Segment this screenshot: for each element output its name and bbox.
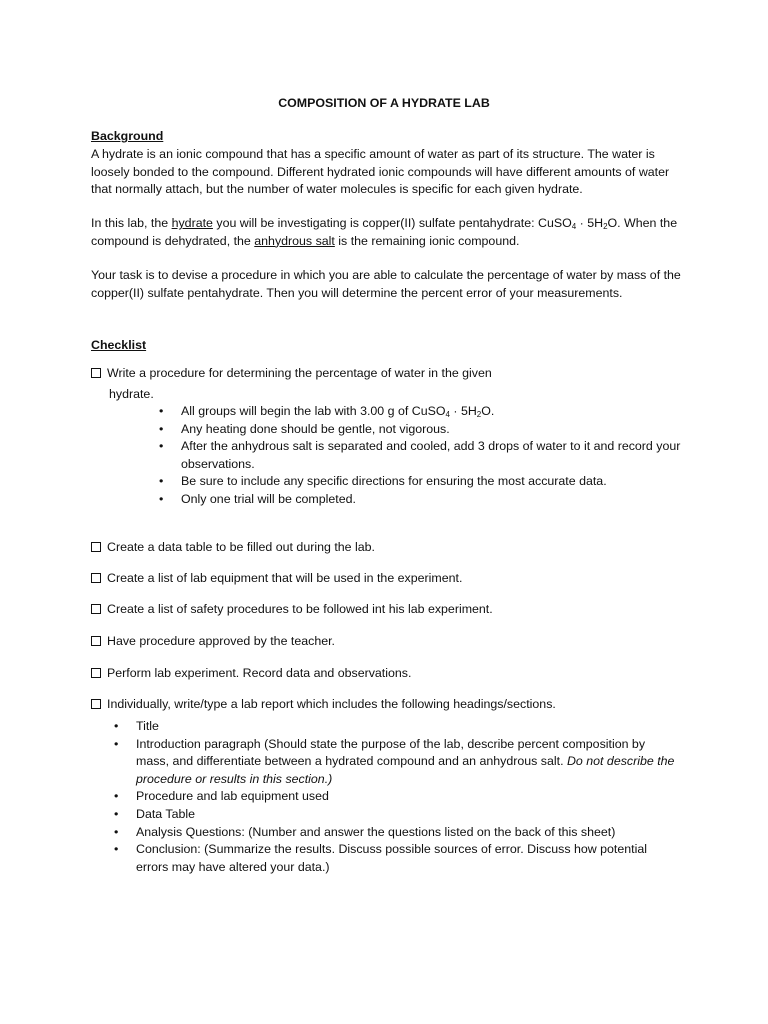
checkbox-icon[interactable]	[91, 699, 101, 709]
list-item: • Any heating done should be gentle, not vigorous.	[181, 421, 681, 439]
procedure-requirements-list	[181, 403, 681, 509]
subscript-2: 2	[603, 222, 608, 231]
checklist-item-data-table	[91, 539, 691, 557]
list-item-text: · 5H	[449, 404, 477, 418]
p2-text-e: is the remaining ionic compound.	[334, 233, 520, 248]
list-item-note: Do not describe the procedure or results in this section.)	[136, 754, 675, 786]
checkbox-icon[interactable]	[91, 368, 101, 378]
checklist-item-report	[91, 696, 691, 714]
checklist-item-label: Create a data table to be filled out during the lab.	[107, 540, 375, 554]
list-item	[181, 403, 681, 421]
list-item: • Procedure and lab equipment used	[136, 788, 676, 806]
checkbox-icon[interactable]	[91, 636, 101, 646]
checklist-item-equipment	[91, 570, 691, 588]
checklist-heading	[91, 337, 681, 355]
checklist-item-safety	[91, 601, 691, 619]
list-item-text: All groups will begin the lab with 3.00 g of CuSO	[181, 404, 446, 418]
p2-text-c: · 5H	[576, 216, 604, 230]
list-item: • Analysis Questions: (Number and answer the questions listed on the back of this sheet)	[136, 824, 676, 842]
list-item-text: Introduction paragraph (Should state the purpose of the lab, describe percent composition by mass, and differentiate between a hydrated compound and an anhydrous salt.	[136, 736, 646, 769]
checkbox-icon[interactable]	[91, 542, 101, 552]
checkbox-icon[interactable]	[91, 604, 101, 614]
checklist-item-procedure	[91, 365, 691, 383]
page-title: COMPOSITION OF A HYDRATE LAB	[278, 96, 490, 110]
checklist-item-approval	[91, 633, 691, 651]
list-item: • Data Table	[136, 806, 676, 824]
hydrate-term: hydrate	[171, 216, 213, 230]
list-item: • After the anhydrous salt is separated and cooled, add 3 drops of water to it and record your observations.	[181, 438, 681, 473]
list-item: • Be sure to include any specific directions for ensuring the most accurate data.	[181, 473, 681, 491]
checklist-heading-text: Checklist	[91, 338, 147, 352]
background-heading	[91, 128, 681, 146]
checklist-item-label: Create a list of safety procedures to be followed int his lab experiment.	[107, 602, 493, 616]
subscript-4: 4	[571, 222, 577, 231]
report-sections-list	[136, 718, 676, 876]
checklist-item-label: Create a list of lab equipment that will be used in the experiment.	[107, 571, 463, 585]
subscript-2: 2	[476, 410, 482, 419]
checkbox-icon[interactable]	[91, 573, 101, 583]
background-heading-text: Background	[91, 129, 164, 143]
list-item-text: O.	[481, 404, 495, 418]
checklist-item-perform	[91, 665, 691, 683]
checklist-item-procedure-cont: hydrate.	[109, 387, 154, 401]
checklist-item-label: Individually, write/type a lab report which includes the following headings/sections.	[107, 697, 556, 711]
subscript-4: 4	[445, 410, 450, 419]
list-item: • Only one trial will be completed.	[181, 491, 681, 509]
p2-text-b: you will be investigating is copper(II) sulfate pentahydrate: CuSO	[212, 216, 572, 230]
p2-text-a: In this lab, the	[91, 216, 172, 230]
background-paragraph-1: A hydrate is an ionic compound that has a specific amount of water as part of its structure. The water is loosely bonded to the compound. Different hydrated ionic compounds will have different amounts of water that normally attach, but the number of water molecules is specific for each given hydrate.	[91, 147, 670, 197]
anhydrous-salt-term: anhydrous salt	[254, 233, 335, 248]
list-item: • Conclusion: (Summarize the results. Discuss possible sources of error. Discuss how potential errors may have altered your data.)	[136, 841, 676, 876]
checklist-item-label: Have procedure approved by the teacher.	[107, 634, 335, 648]
checklist-item-label: Write a procedure for determining the percentage of water in the given	[107, 366, 492, 380]
background-paragraph-3: Your task is to devise a procedure in which you are able to calculate the percentage of water by mass of the copper(II) sulfate pentahydrate. Then you will determine the percent error of your measurements.	[91, 268, 681, 300]
checkbox-icon[interactable]	[91, 668, 101, 678]
checklist-item-label: Perform lab experiment. Record data and observations.	[107, 666, 412, 680]
p2-text-d: O. When the compound is dehydrated, the	[91, 216, 678, 248]
list-item	[136, 736, 676, 789]
list-item: • Title	[136, 718, 676, 736]
background-paragraph-2	[91, 215, 683, 250]
